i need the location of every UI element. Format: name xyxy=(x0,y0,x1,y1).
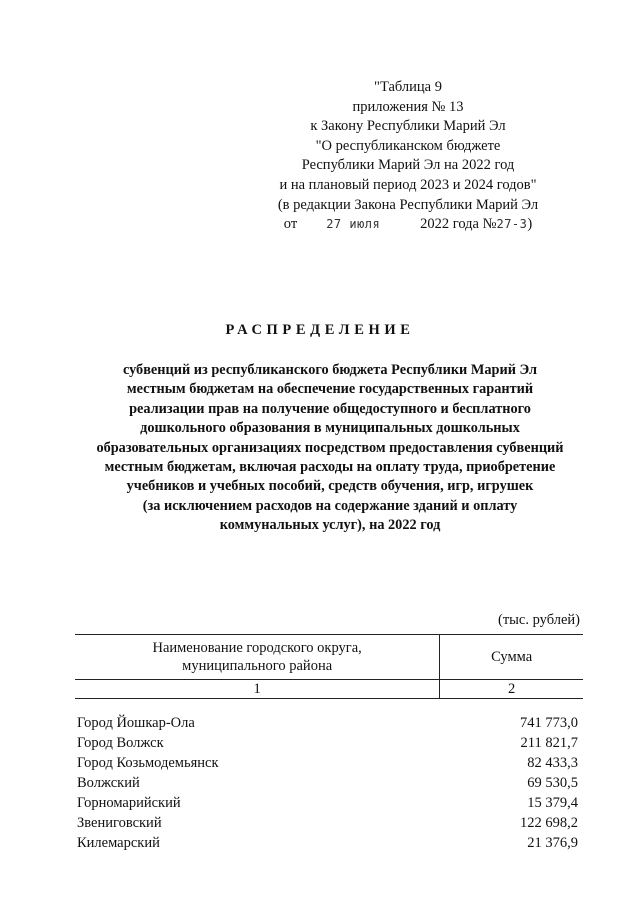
column-number-row xyxy=(75,680,583,699)
appendix-header xyxy=(248,78,568,235)
date-prefix: от xyxy=(283,216,298,233)
handwritten-date: 27 июля xyxy=(326,217,381,232)
close-paren: ) xyxy=(527,216,533,233)
subtitle-line: субвенций из республиканского бюджета Республики Марий Эл xyxy=(122,362,538,378)
table-row xyxy=(75,833,583,853)
column-header-name: Наименование городского округа, муниципального района xyxy=(75,635,440,680)
municipality-name: Город Козьмодемьянск xyxy=(77,755,219,771)
subtitle-line: учебников и учебных пособий, средств обучения, игр, игрушек xyxy=(126,478,534,495)
header-line: "Таблица 9 xyxy=(374,79,442,95)
header-line: (в редакции Закона Республики Марий Эл xyxy=(277,196,539,213)
table-row xyxy=(75,813,583,833)
subtitle-line: дошкольного образования в муниципальных дошкольных xyxy=(140,420,520,437)
header-line: и на плановый период 2023 и 2024 годов" xyxy=(279,176,537,193)
table-header-row xyxy=(75,635,583,680)
subtitle-line: реализации прав на получение общедоступного и бесплатного xyxy=(129,400,531,417)
subtitle-line: (за исключением расходов на содержание зданий и оплату xyxy=(142,497,518,514)
municipality-name: Килемарский xyxy=(77,835,160,851)
units-label: (тыс. рублей) xyxy=(498,612,580,628)
header-date-line xyxy=(248,215,568,235)
document-title: РАСПРЕДЕЛЕНИЕ xyxy=(225,322,415,338)
subtitle-line: коммунальных услуг), на 2022 год xyxy=(219,517,441,534)
subvention-sum: 21 376,9 xyxy=(527,835,578,851)
header-line: приложения № 13 xyxy=(352,98,464,115)
municipality-name: Город Волжск xyxy=(77,735,164,751)
handwritten-number: 27-З xyxy=(496,217,528,232)
subvention-table xyxy=(75,634,583,853)
header-line: к Закону Республики Марий Эл xyxy=(310,118,506,135)
subvention-sum: 122 698,2 xyxy=(520,815,578,831)
column-header-sum: Сумма xyxy=(440,635,583,680)
header-line: Республики Марий Эл на 2022 год xyxy=(301,157,515,174)
subtitle-line: образовательных организациях посредством предоставления субвенций xyxy=(96,439,564,456)
column-number-2: 2 xyxy=(440,680,583,699)
subvention-sum: 211 821,7 xyxy=(520,735,578,751)
document-subtitle xyxy=(70,361,590,536)
subvention-sum: 82 433,3 xyxy=(527,755,578,771)
table-row xyxy=(75,733,583,753)
table-row xyxy=(75,713,583,733)
municipality-name: Волжский xyxy=(77,775,140,791)
subtitle-line: местным бюджетам, включая расходы на оплату труда, приобретение xyxy=(104,459,556,476)
header-line: "О республиканском бюджете xyxy=(315,137,501,154)
municipality-name: Звениговский xyxy=(77,815,162,831)
table-row xyxy=(75,753,583,773)
subvention-sum: 741 773,0 xyxy=(520,715,578,731)
subtitle-line: местным бюджетам на обеспечение государственных гарантий xyxy=(126,381,534,398)
year-text: 2022 года № xyxy=(420,216,497,233)
municipality-name: Горномарийский xyxy=(77,795,181,811)
municipality-name: Город Йошкар-Ола xyxy=(77,715,195,731)
table-row xyxy=(75,793,583,813)
subvention-sum: 69 530,5 xyxy=(527,775,578,791)
column-number-1: 1 xyxy=(75,680,440,699)
table-row xyxy=(75,773,583,793)
subvention-sum: 15 379,4 xyxy=(527,795,578,811)
